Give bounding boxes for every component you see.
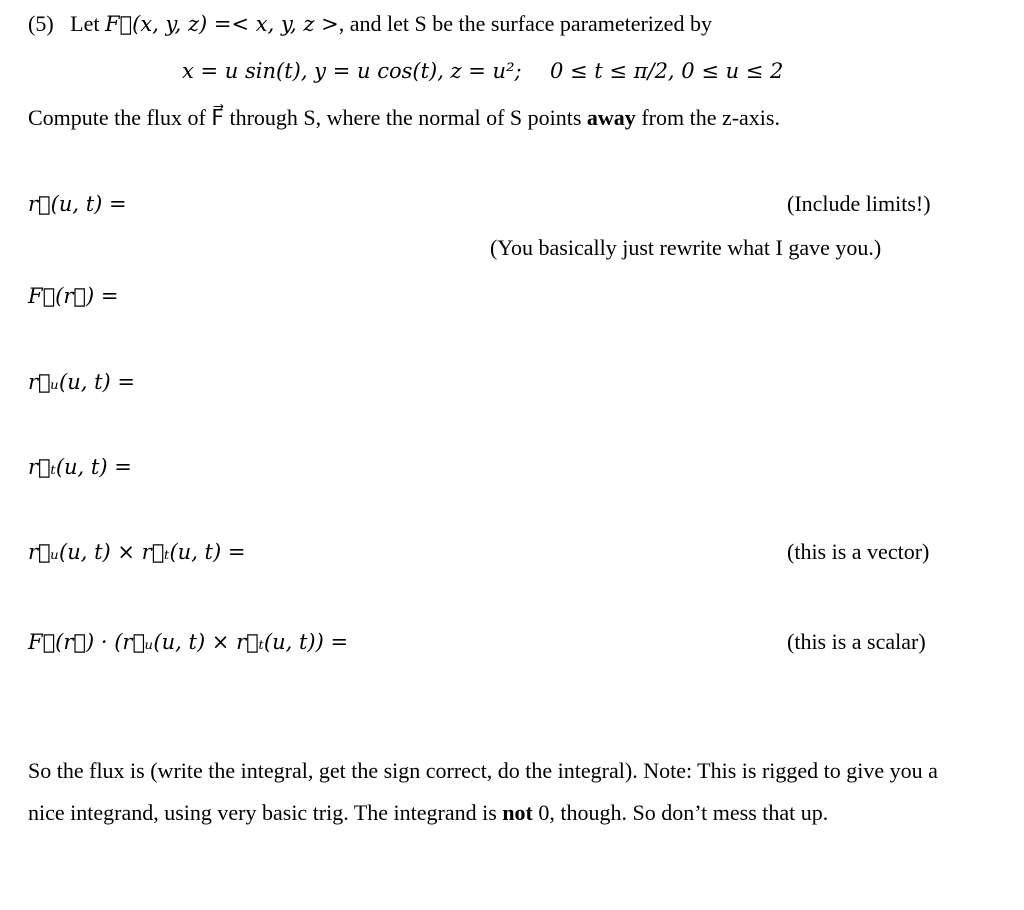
step-partial-u-label: r⃗ᵤ(u, t) = <box>28 370 135 394</box>
task-text-part1: Compute the flux of F⃗ through S, where the normal of S points <box>28 105 587 130</box>
problem-number: (5) <box>28 11 54 36</box>
parameter-domain: 0 ≤ t ≤ π/2, 0 ≤ u ≤ 2 <box>550 59 784 83</box>
step-partial-t-label: r⃗ₜ(u, t) = <box>28 455 132 479</box>
parameterization-equation: x = u sin(t), y = u cos(t), z = u²; <box>182 59 522 83</box>
step-cross-product-note: (this is a vector) <box>787 539 930 564</box>
step-position-vector-label: r⃗(u, t) = <box>28 192 127 216</box>
step-position-vector-hint: (You basically just rewrite what I gave you.) <box>490 235 882 260</box>
task-text-part2: from the z-axis. <box>635 105 780 130</box>
problem-statement-line-1 <box>28 10 712 38</box>
task-statement <box>28 104 780 132</box>
conclusion-text-part2: 0, though. So don’t mess that up. <box>532 800 829 825</box>
intro-prefix: Let <box>70 11 105 36</box>
step-cross-product-label: r⃗ᵤ(u, t) × r⃗ₜ(u, t) = <box>28 540 246 564</box>
intro-suffix: , and let S be the surface parameterized by <box>338 11 712 36</box>
step-dot-product-note: (this is a scalar) <box>787 629 926 654</box>
conclusion-text-part1: So the flux is (write the integral, get the sign correct, do the integral). Note: This is rigged to give you a nice integrand, using very basic trig. The integrand is <box>28 758 938 825</box>
step-field-on-surface-label: F⃗(r⃗) = <box>28 284 119 308</box>
step-dot-product-label: F⃗(r⃗) · (r⃗ᵤ(u, t) × r⃗ₜ(u, t)) = <box>28 630 349 654</box>
step-position-vector-note: (Include limits!) <box>787 191 931 216</box>
conclusion-paragraph <box>28 750 978 834</box>
conclusion-emphasis: not <box>502 800 533 825</box>
vector-field-definition: F⃗(x, y, z) =< x, y, z > <box>104 12 339 36</box>
task-emphasis: away <box>586 105 636 130</box>
